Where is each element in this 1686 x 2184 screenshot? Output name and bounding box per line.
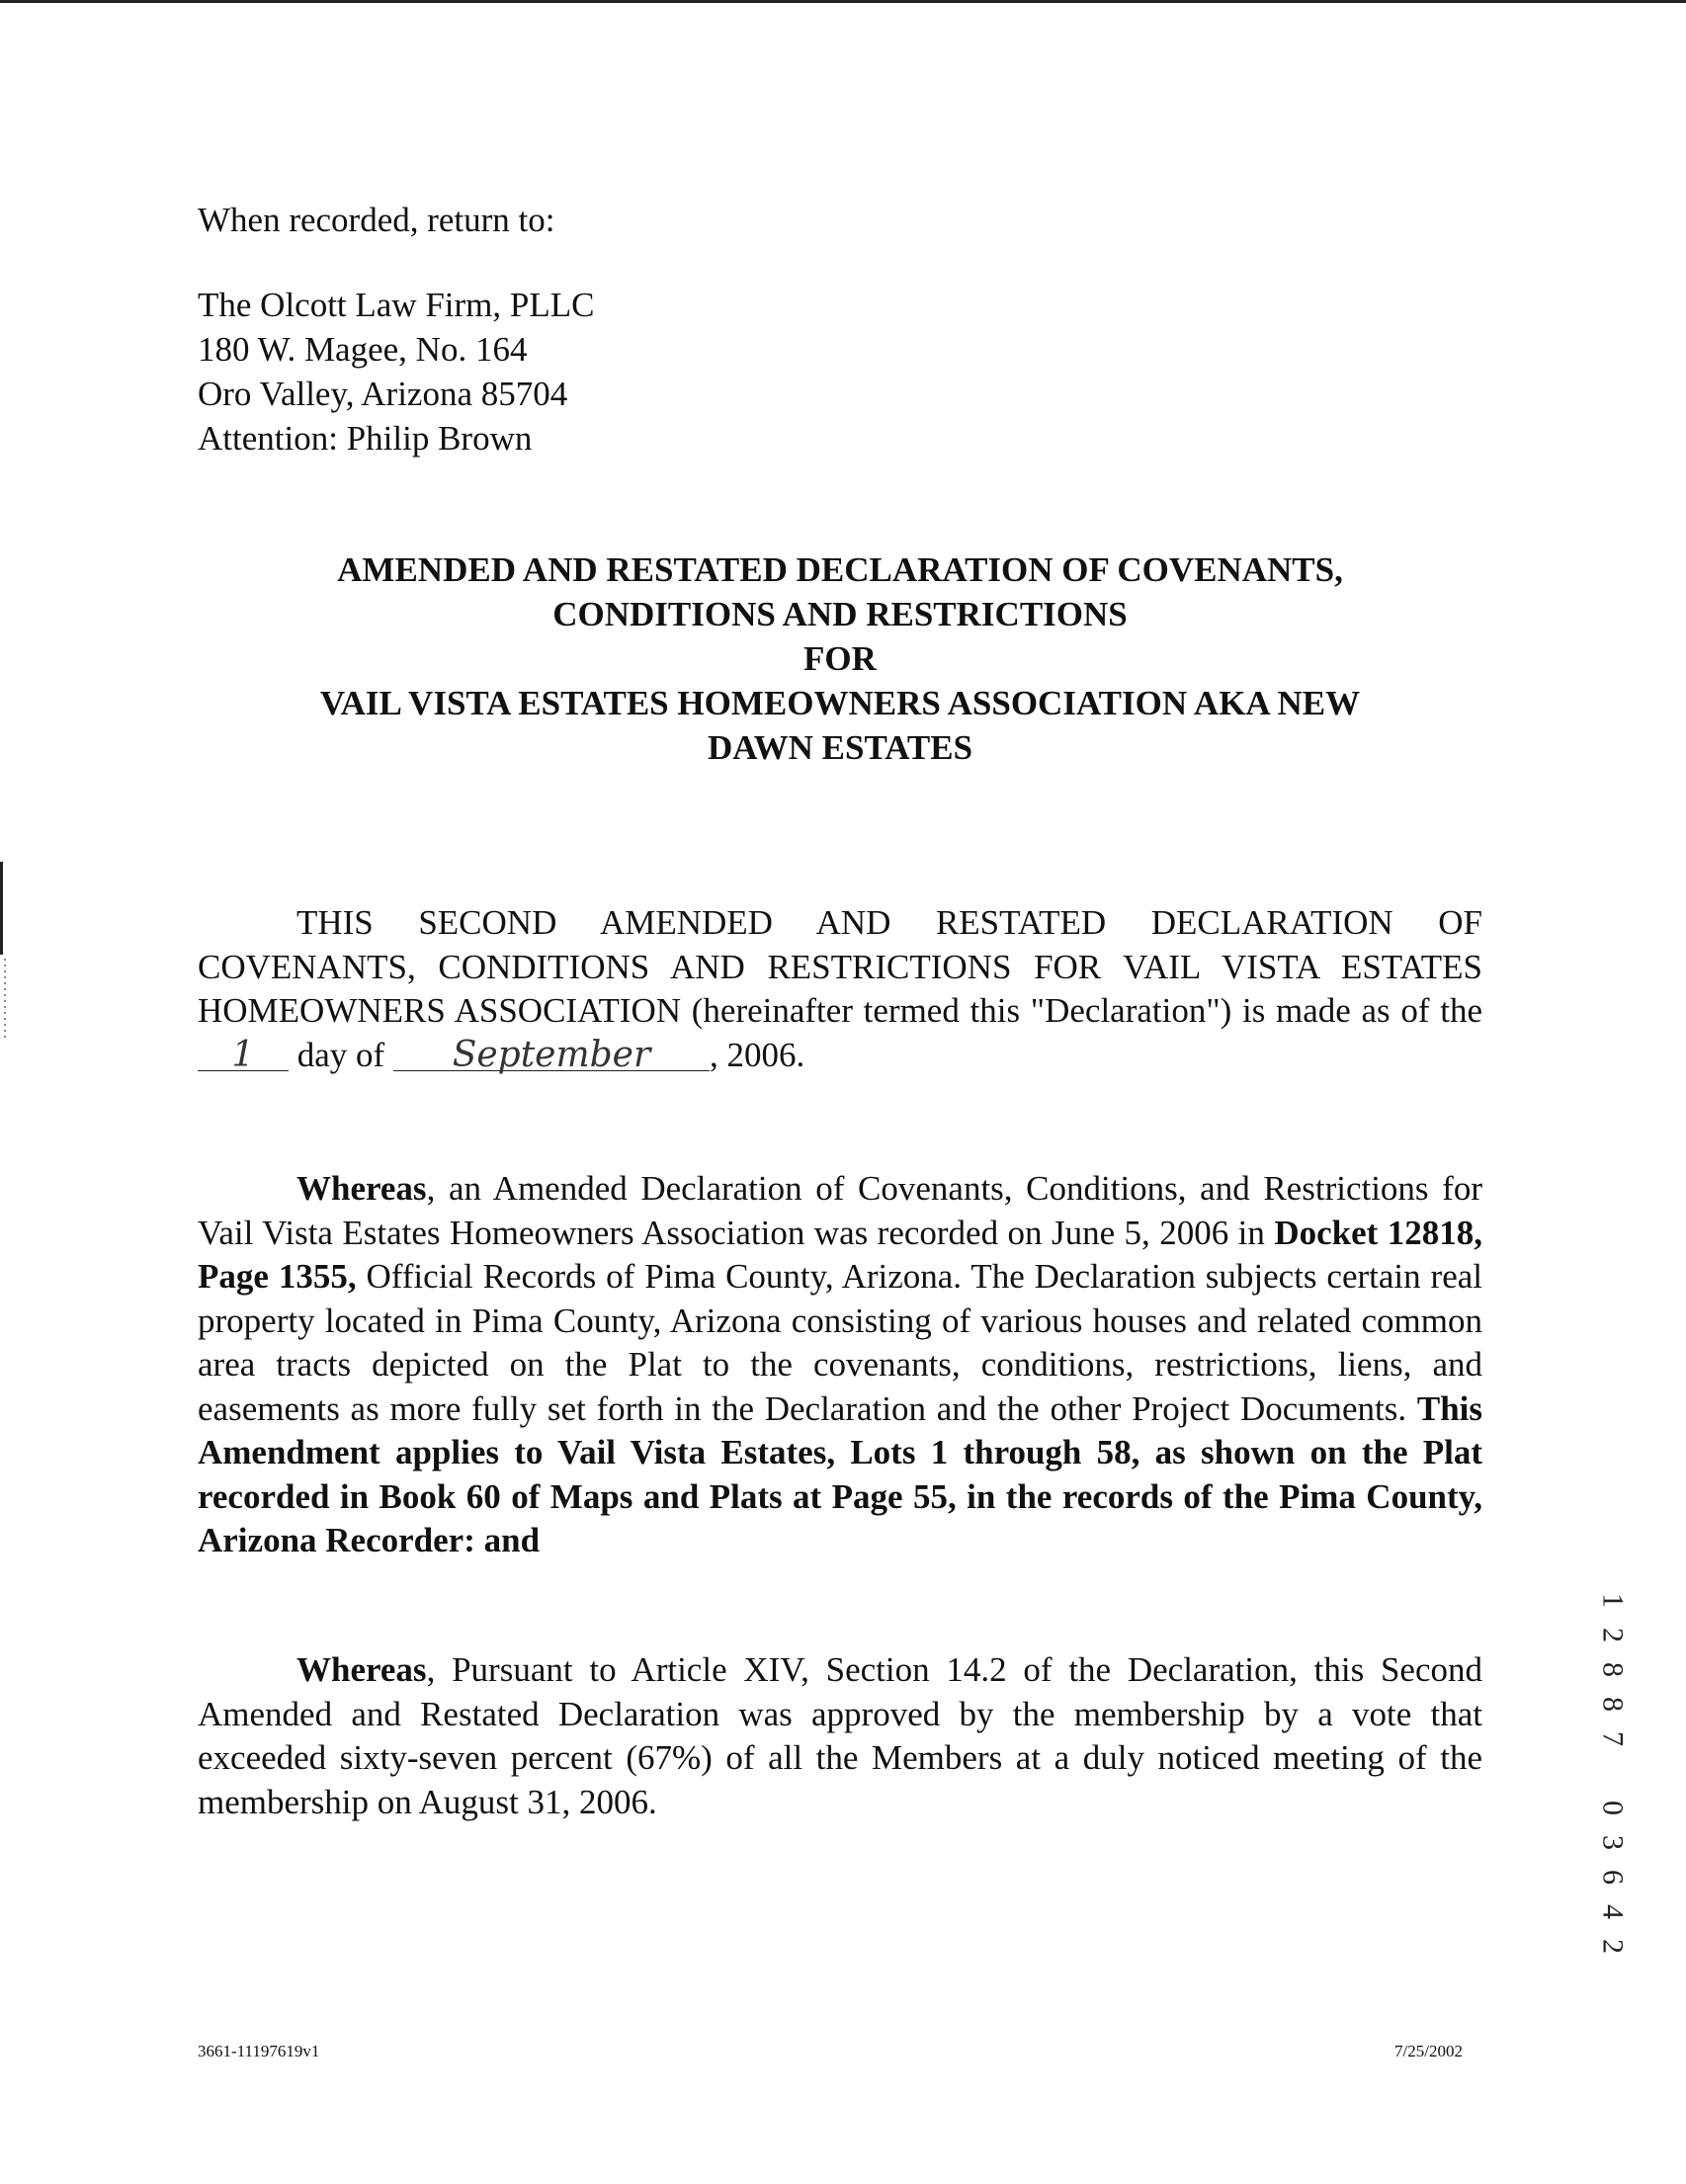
address-line: Attention: Philip Brown bbox=[198, 419, 533, 458]
address-line: Oro Valley, Arizona 85704 bbox=[198, 375, 568, 413]
stamp-digit: 3 bbox=[1596, 1835, 1630, 1850]
return-instruction: When recorded, return to: bbox=[198, 201, 555, 239]
month-blank: September bbox=[393, 1041, 710, 1071]
intro-day-of: day of bbox=[296, 1035, 385, 1074]
stamp-digit: 7 bbox=[1596, 1731, 1630, 1746]
whereas1-text-b: Official Records of Pima County, Arizona. The Declaration subjects certain real property located in Pima County, Arizona consisting of various houses and related common area tracts depicted on the Plat to the covenants, conditions, restrictions, liens, and easements as more fully set forth in the Declaration and the other Project Documents. bbox=[198, 1257, 1482, 1428]
stamp-digit: 0 bbox=[1596, 1801, 1630, 1815]
whereas-lead: Whereas bbox=[296, 1650, 427, 1689]
stamp-digit: 8 bbox=[1596, 1662, 1630, 1677]
title-line: CONDITIONS AND RESTRICTIONS bbox=[552, 595, 1128, 633]
document-title bbox=[198, 547, 1482, 770]
title-line: FOR bbox=[803, 639, 877, 678]
stamp-digit: 2 bbox=[1596, 1628, 1630, 1642]
title-line: DAWN ESTATES bbox=[707, 728, 973, 767]
title-line: VAIL VISTA ESTATES HOMEOWNERS ASSOCIATION AKA NEW bbox=[319, 684, 1361, 722]
intro-paragraph bbox=[198, 901, 1482, 1077]
intro-year: , 2006. bbox=[709, 1035, 805, 1074]
stamp-digit: 6 bbox=[1596, 1870, 1630, 1885]
address-line: 180 W. Magee, No. 164 bbox=[198, 330, 528, 369]
stamp-gap bbox=[1596, 1754, 1631, 1794]
whereas-paragraph-2 bbox=[198, 1648, 1482, 1824]
footer-date: 7/25/2002 bbox=[1394, 2042, 1463, 2060]
whereas-lead: Whereas bbox=[296, 1169, 427, 1208]
day-blank: 1 bbox=[198, 1041, 289, 1071]
scan-edge-mark bbox=[0, 862, 3, 955]
footer-doc-id: 3661-11197619v1 bbox=[198, 2042, 320, 2060]
title-line: AMENDED AND RESTATED DECLARATION OF COVENANTS, bbox=[337, 550, 1343, 589]
address-line: The Olcott Law Firm, PLLC bbox=[198, 286, 595, 324]
stamp-digit: 2 bbox=[1596, 1939, 1630, 1954]
intro-text: THIS SECOND AMENDED AND RESTATED DECLARATION OF COVENANTS, CONDITIONS AND RESTRICTIONS FOR VAIL VISTA ESTATES HOMEOWNERS ASSOCIATION (hereinafter termed this "Declaration") is made as of the bbox=[198, 903, 1482, 1030]
whereas-paragraph-1 bbox=[198, 1167, 1482, 1563]
recording-stamp bbox=[1593, 1583, 1633, 1964]
docket-reference: Docket 12818, Page 1355, bbox=[198, 1213, 1482, 1296]
whereas1-text-a: , an Amended Declaration of Covenants, Conditions, and Restrictions for Vail Vista Estates Homeowners Association was recorded on June 5, 2006 in bbox=[198, 1169, 1482, 1252]
stamp-digit: 1 bbox=[1596, 1593, 1630, 1608]
amendment-scope: This Amendment applies to Vail Vista Estates, Lots 1 through 58, as shown on the Plat recorded in Book 60 of Maps and Plats at Page 55, in the records of the Pima County, Arizona Recorder: and bbox=[198, 1388, 1482, 1559]
stamp-digit: 4 bbox=[1596, 1904, 1630, 1919]
whereas2-text: , Pursuant to Article XIV, Section 14.2 of the Declaration, this Second Amended and Restated Declaration was approved by the membership by a vote that exceeded sixty-seven percent (67%) of all the Members at a duly noticed meeting of the membership on August 31, 2006. bbox=[198, 1650, 1482, 1821]
return-address bbox=[198, 283, 594, 461]
scan-top-border bbox=[0, 0, 1686, 3]
scan-edge-dots bbox=[4, 959, 6, 1038]
stamp-digit: 8 bbox=[1596, 1697, 1630, 1712]
